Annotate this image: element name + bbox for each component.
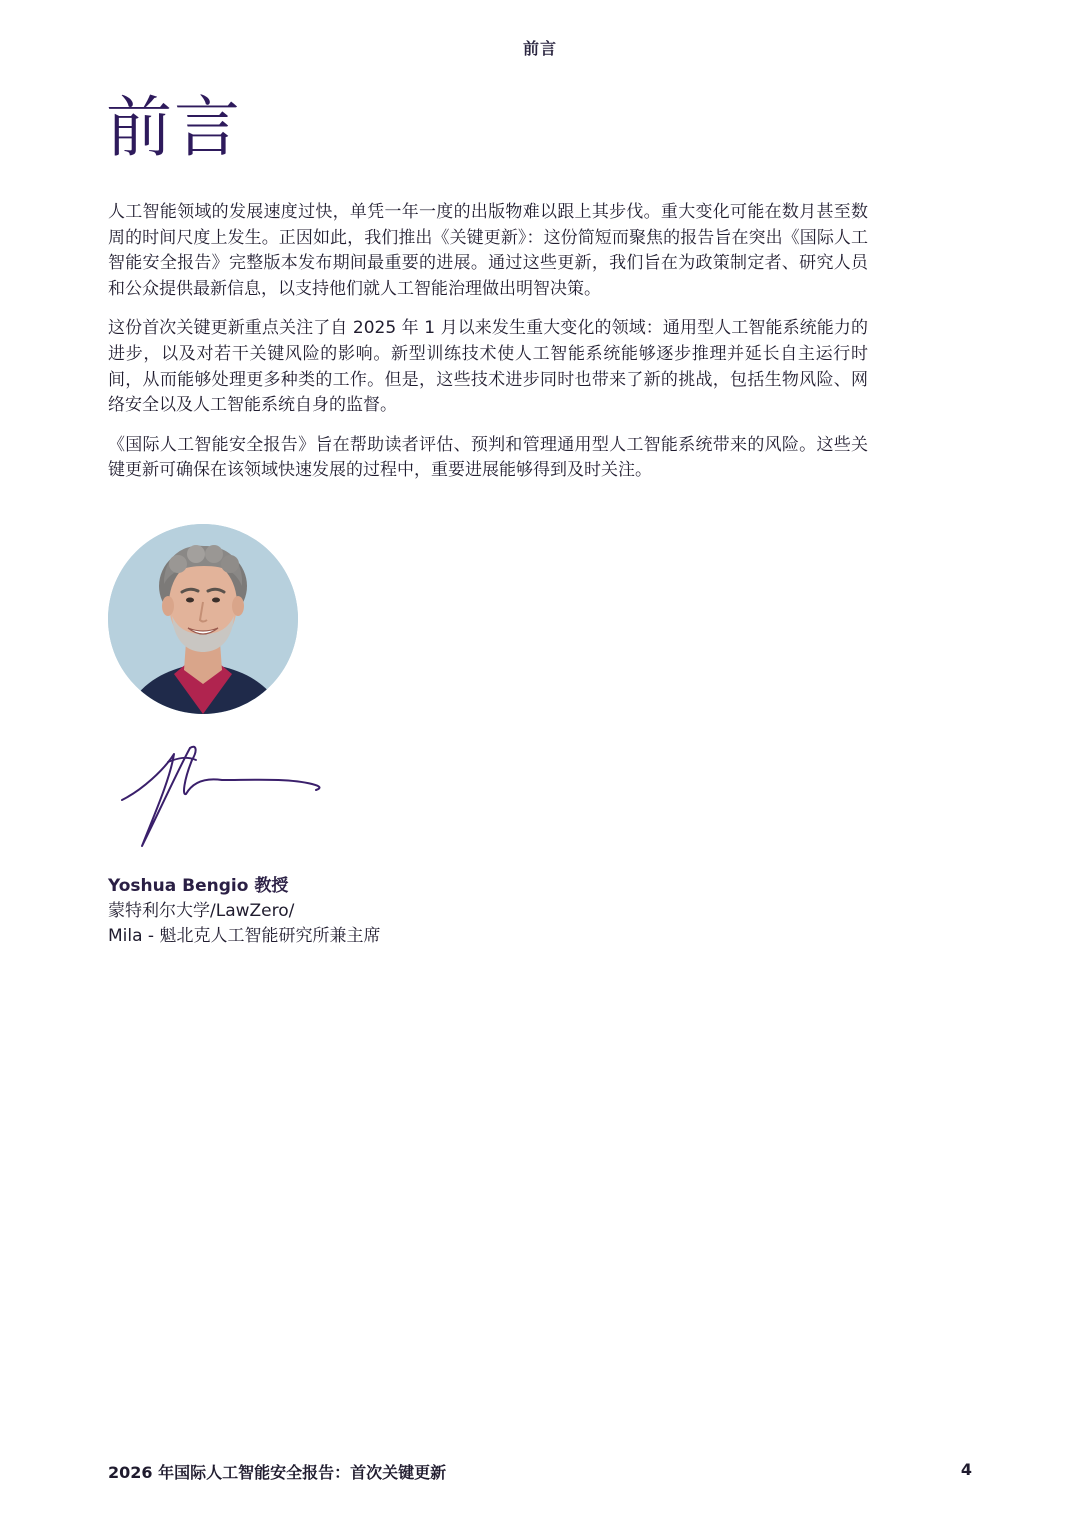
footer-report-title: 2026 年国际人工智能安全报告：首次关键更新 [108, 1463, 447, 1482]
author-affiliation-line-2: Mila - 魁北克人工智能研究所兼主席 [108, 926, 381, 946]
portrait-illustration [108, 524, 298, 714]
signature [112, 740, 332, 852]
paragraph-2: 这份首次关键更新重点关注了自 2025 年 1 月以来发生重大变化的领域：通用型人工智能系统能力的进步，以及对若干关键风险的影响。新型训练技术使人工智能系统能够逐步推理并延长自主运行时间，从而能够处理更多种类的工作。但是，这些技术进步同时也带来了新的挑战，包括生物风险、网络安全以及人工智能系统自身的监督。 [108, 318, 868, 416]
footer-page-number: 4 [960, 1460, 972, 1479]
author-affiliation-line-1: 蒙特利尔大学/LawZero/ [108, 901, 295, 921]
signature-icon [112, 740, 332, 852]
page-title: 前言 [106, 89, 242, 166]
paragraph-3: 《国际人工智能安全报告》旨在帮助读者评估、预判和管理通用型人工智能系统带来的风险。这些关键更新可确保在该领域快速发展的过程中，重要进展能够得到及时关注。 [108, 434, 868, 481]
paragraph-1: 人工智能领域的发展速度过快，单凭一年一度的出版物难以跟上其步伐。重大变化可能在数月甚至数周的时间尺度上发生。正因如此，我们推出《关键更新》：这份简短而聚焦的报告旨在突出《国际人工智能安全报告》完整版本发布期间最重要的进展。通过这些更新，我们旨在为政策制定者、研究人员和公众提供最新信息，以支持他们就人工智能治理做出明智决策。 [108, 202, 868, 299]
foreword-body [108, 200, 868, 498]
running-header: 前言 [522, 39, 557, 58]
author-block [108, 874, 380, 949]
author-name: Yoshua Bengio 教授 [108, 876, 289, 896]
author-portrait [108, 524, 298, 714]
